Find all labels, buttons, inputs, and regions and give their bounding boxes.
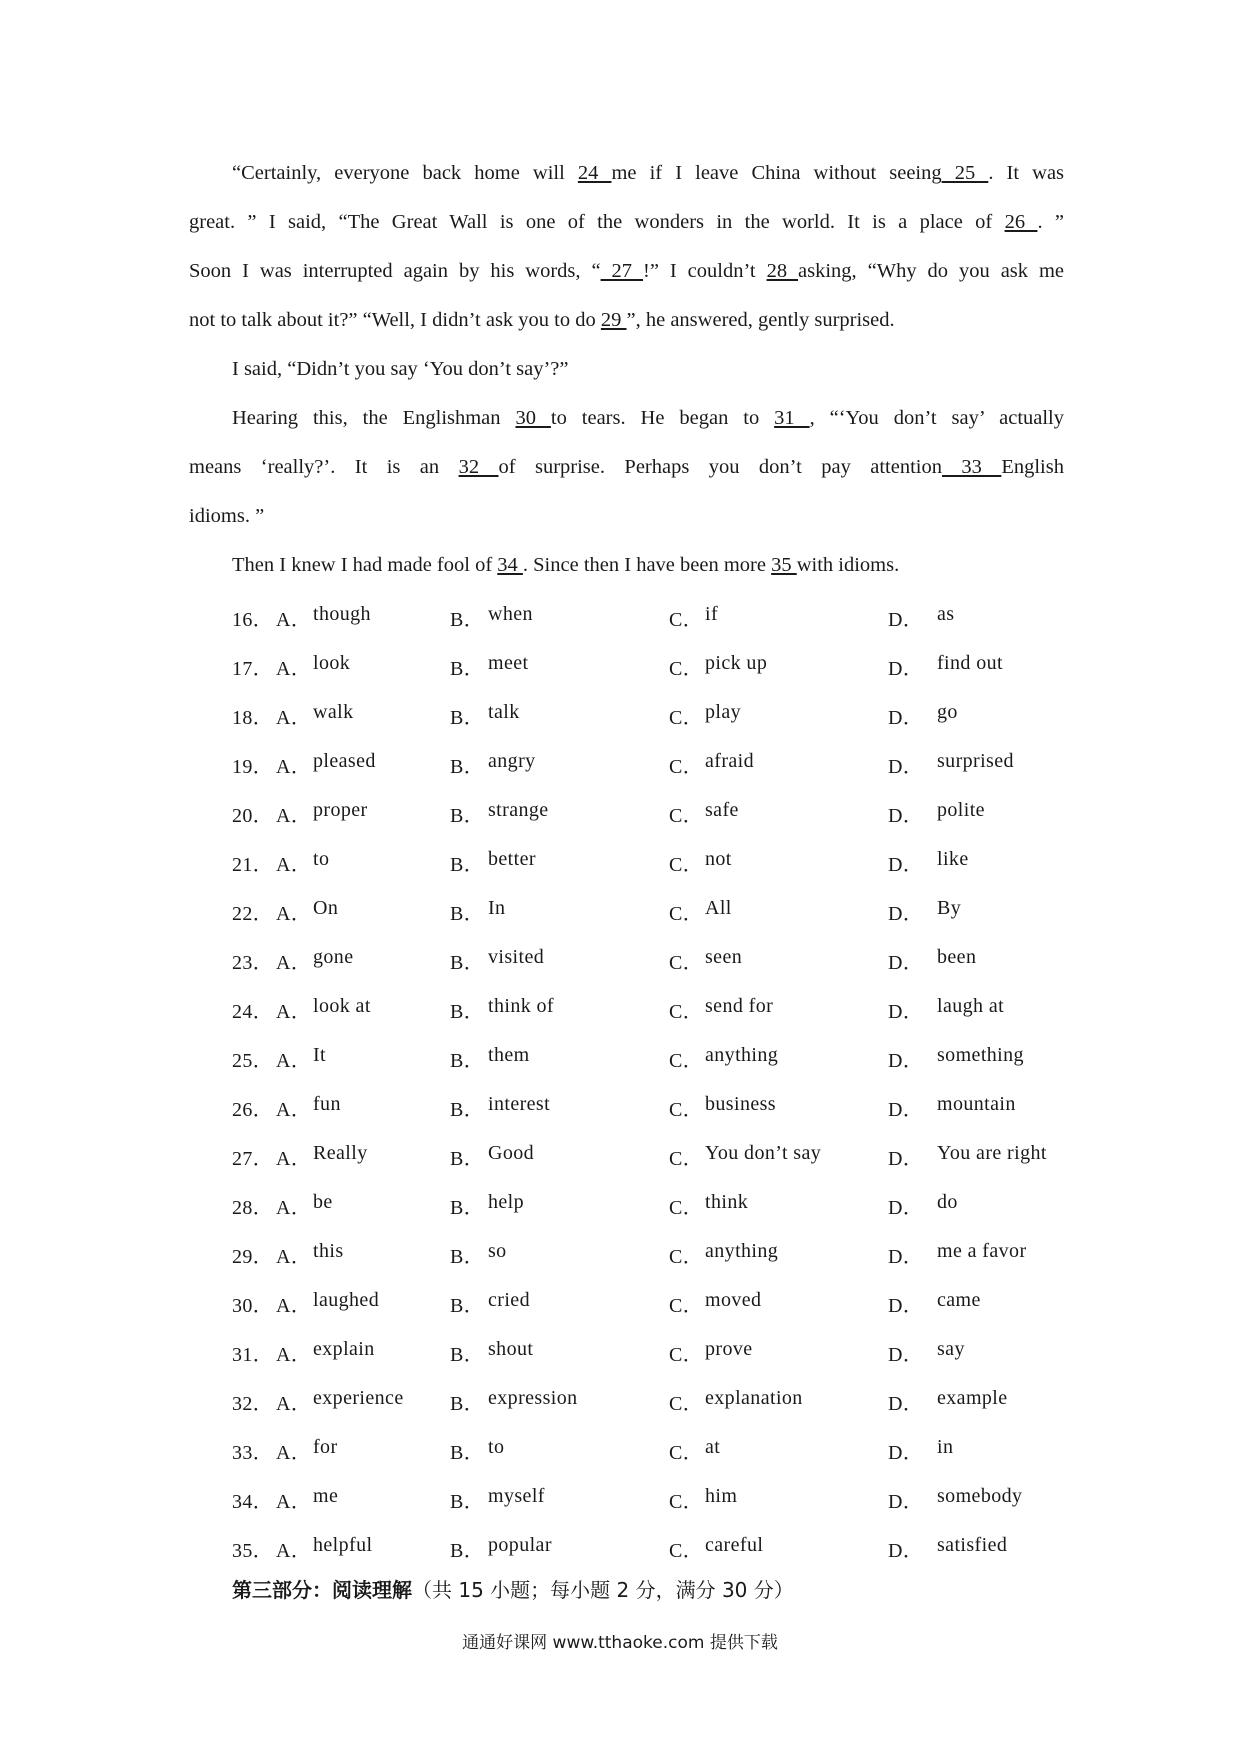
option-b: In	[488, 897, 506, 919]
blank-29: 29	[600, 309, 627, 331]
option-b: shout	[488, 1338, 534, 1360]
option-a: fun	[313, 1093, 341, 1115]
question-row	[0, 1338, 1240, 1368]
option-a-letter: A．	[276, 756, 312, 778]
option-d-letter: D．	[888, 609, 924, 631]
option-a: for	[313, 1436, 338, 1458]
option-c: business	[705, 1093, 776, 1115]
option-a: look	[313, 652, 351, 674]
option-d-letter: D．	[888, 1393, 924, 1415]
option-b-letter: B．	[450, 1344, 485, 1366]
option-a-letter: A．	[276, 805, 312, 827]
passage-line: Hearing this, the Englishman 30 to tears. He began to 31 , “‘You don’t say’ actually	[232, 407, 1064, 429]
option-a-letter: A．	[276, 1393, 312, 1415]
option-c-letter: C．	[669, 1148, 704, 1170]
option-d: laugh at	[937, 995, 1005, 1017]
question-number: 27．	[232, 1148, 274, 1170]
option-c-letter: C．	[669, 1001, 704, 1023]
option-b-letter: B．	[450, 658, 485, 680]
question-row	[0, 1436, 1240, 1466]
option-a: laughed	[313, 1289, 380, 1311]
passage-line: “Certainly, everyone back home will 24 me if I leave China without seeing 25 . It was	[232, 162, 1065, 184]
option-c-letter: C．	[669, 952, 704, 974]
question-row	[0, 995, 1240, 1025]
option-d: as	[937, 603, 955, 625]
question-row	[0, 603, 1240, 633]
question-row	[0, 1485, 1240, 1515]
passage-line: great. ” I said, “The Great Wall is one of the wonders in the world. It is a place of 26 . ”	[189, 211, 1064, 233]
option-d: been	[937, 946, 977, 968]
option-d: satisfied	[937, 1534, 1008, 1556]
option-a: Really	[313, 1142, 368, 1164]
question-row	[0, 652, 1240, 682]
blank-25: 25	[941, 162, 989, 184]
option-a: proper	[313, 799, 368, 821]
option-b: expression	[488, 1387, 578, 1409]
option-d: do	[937, 1191, 958, 1213]
option-d: like	[937, 848, 969, 870]
option-b: them	[488, 1044, 530, 1066]
question-number: 34．	[232, 1491, 274, 1513]
option-c: anything	[705, 1240, 779, 1262]
option-b-letter: B．	[450, 1050, 485, 1072]
option-c-letter: C．	[669, 1099, 704, 1121]
option-c: safe	[705, 799, 739, 821]
option-b: help	[488, 1191, 525, 1213]
option-d-letter: D．	[888, 1344, 924, 1366]
option-b-letter: B．	[450, 756, 485, 778]
option-b: Good	[488, 1142, 535, 1164]
question-number: 33．	[232, 1442, 274, 1464]
blank-27: 27	[600, 260, 643, 282]
option-b-letter: B．	[450, 609, 485, 631]
option-c-letter: C．	[669, 1491, 704, 1513]
option-a-letter: A．	[276, 1050, 312, 1072]
option-c: afraid	[705, 750, 755, 772]
blank-26: 26	[1004, 211, 1038, 233]
option-c-letter: C．	[669, 805, 704, 827]
option-c: think	[705, 1191, 749, 1213]
option-d: in	[937, 1436, 954, 1458]
option-d: go	[937, 701, 958, 723]
section-title: 第三部分：阅读理解	[232, 1578, 412, 1602]
passage-line: Then I knew I had made fool of 34 . Since then I have been more 35 with idioms.	[232, 554, 900, 576]
question-row	[0, 1142, 1240, 1172]
option-a-letter: A．	[276, 854, 312, 876]
option-c-letter: C．	[669, 1344, 704, 1366]
option-c: play	[705, 701, 742, 723]
option-b: angry	[488, 750, 536, 772]
option-d: mountain	[937, 1093, 1016, 1115]
question-row	[0, 1191, 1240, 1221]
question-row	[0, 750, 1240, 780]
option-d: me a favor	[937, 1240, 1027, 1262]
blank-32: 32	[458, 456, 499, 478]
passage-line: I said, “Didn’t you say ‘You don’t say’?”	[232, 358, 569, 380]
option-d: say	[937, 1338, 965, 1360]
question-number: 20．	[232, 805, 274, 827]
option-c-letter: C．	[669, 854, 704, 876]
option-a: gone	[313, 946, 354, 968]
passage-line: Soon I was interrupted again by his words, “ 27 !” I couldn’t 28 asking, “Why do you ask me	[189, 260, 1065, 282]
option-a-letter: A．	[276, 1001, 312, 1023]
question-row	[0, 1044, 1240, 1074]
option-d-letter: D．	[888, 1148, 924, 1170]
option-b-letter: B．	[450, 1442, 485, 1464]
passage-line: not to talk about it?” “Well, I didn’t ask you to do 29 ”, he answered, gently surprised.	[189, 309, 895, 331]
option-b: myself	[488, 1485, 545, 1507]
option-c: All	[705, 897, 732, 919]
option-a: explain	[313, 1338, 375, 1360]
option-a-letter: A．	[276, 903, 312, 925]
option-d-letter: D．	[888, 707, 924, 729]
option-a-letter: A．	[276, 609, 312, 631]
option-c-letter: C．	[669, 658, 704, 680]
question-row	[0, 1093, 1240, 1123]
option-a: me	[313, 1485, 339, 1507]
question-number: 32．	[232, 1393, 274, 1415]
option-d: You are right	[937, 1142, 1047, 1164]
option-d-letter: D．	[888, 1099, 924, 1121]
option-a-letter: A．	[276, 952, 312, 974]
option-c-letter: C．	[669, 1050, 704, 1072]
option-a-letter: A．	[276, 1344, 312, 1366]
option-c-letter: C．	[669, 1540, 704, 1562]
option-d-letter: D．	[888, 756, 924, 778]
section-heading	[232, 1574, 794, 1603]
option-d: somebody	[937, 1485, 1023, 1507]
option-a-letter: A．	[276, 658, 312, 680]
option-b-letter: B．	[450, 1099, 485, 1121]
option-a: It	[313, 1044, 327, 1066]
option-b: think of	[488, 995, 554, 1017]
option-b: when	[488, 603, 533, 625]
option-a-letter: A．	[276, 1197, 312, 1219]
option-a-letter: A．	[276, 707, 312, 729]
option-c-letter: C．	[669, 903, 704, 925]
option-d-letter: D．	[888, 1295, 924, 1317]
question-number: 30．	[232, 1295, 274, 1317]
option-b: popular	[488, 1534, 552, 1556]
option-a-letter: A．	[276, 1442, 312, 1464]
question-number: 21．	[232, 854, 274, 876]
option-a: this	[313, 1240, 344, 1262]
section-detail: （共 15 小题；每小题 2 分，满分 30 分）	[412, 1578, 794, 1602]
option-d-letter: D．	[888, 658, 924, 680]
blank-35: 35	[771, 554, 797, 576]
option-d-letter: D．	[888, 1491, 924, 1513]
option-c-letter: C．	[669, 609, 704, 631]
question-number: 29．	[232, 1246, 274, 1268]
option-a: to	[313, 848, 330, 870]
question-row	[0, 848, 1240, 878]
option-b-letter: B．	[450, 707, 485, 729]
blank-24: 24	[577, 162, 612, 184]
option-d-letter: D．	[888, 854, 924, 876]
option-b-letter: B．	[450, 1001, 485, 1023]
option-d-letter: D．	[888, 903, 924, 925]
option-d: something	[937, 1044, 1024, 1066]
question-number: 24．	[232, 1001, 274, 1023]
option-d: By	[937, 897, 962, 919]
question-number: 31．	[232, 1344, 274, 1366]
question-number: 16．	[232, 609, 274, 631]
option-b-letter: B．	[450, 1295, 485, 1317]
option-d-letter: D．	[888, 1540, 924, 1562]
question-number: 35．	[232, 1540, 274, 1562]
page-footer: 通通好课网 www.tthaoke.com 提供下载	[462, 1633, 778, 1653]
option-b: so	[488, 1240, 507, 1262]
passage-line: idioms. ”	[189, 505, 265, 527]
option-d-letter: D．	[888, 1197, 924, 1219]
option-b: strange	[488, 799, 549, 821]
option-d: polite	[937, 799, 985, 821]
option-d: example	[937, 1387, 1008, 1409]
option-b: better	[488, 848, 536, 870]
option-c: pick up	[705, 652, 768, 674]
option-b: talk	[488, 701, 520, 723]
option-d-letter: D．	[888, 1442, 924, 1464]
option-a: look at	[313, 995, 371, 1017]
question-number: 17．	[232, 658, 274, 680]
option-c-letter: C．	[669, 756, 704, 778]
option-b: meet	[488, 652, 529, 674]
option-b: to	[488, 1436, 505, 1458]
option-c: him	[705, 1485, 738, 1507]
question-number: 26．	[232, 1099, 274, 1121]
blank-30: 30	[515, 407, 551, 429]
question-number: 19．	[232, 756, 274, 778]
option-a: walk	[313, 701, 354, 723]
blank-33: 33	[942, 456, 1002, 478]
option-c-letter: C．	[669, 1295, 704, 1317]
question-number: 28．	[232, 1197, 274, 1219]
option-a-letter: A．	[276, 1148, 312, 1170]
option-b-letter: B．	[450, 1246, 485, 1268]
blank-31: 31	[774, 407, 810, 429]
option-b-letter: B．	[450, 1393, 485, 1415]
option-a: On	[313, 897, 339, 919]
option-d: came	[937, 1289, 981, 1311]
question-row	[0, 701, 1240, 731]
option-d-letter: D．	[888, 1001, 924, 1023]
question-number: 25．	[232, 1050, 274, 1072]
option-d-letter: D．	[888, 805, 924, 827]
question-row	[0, 799, 1240, 829]
option-a-letter: A．	[276, 1246, 312, 1268]
option-b-letter: B．	[450, 952, 485, 974]
option-c-letter: C．	[669, 1197, 704, 1219]
option-c: careful	[705, 1534, 764, 1556]
option-b: interest	[488, 1093, 551, 1115]
option-b-letter: B．	[450, 1148, 485, 1170]
option-c: moved	[705, 1289, 762, 1311]
option-b-letter: B．	[450, 1197, 485, 1219]
option-a-letter: A．	[276, 1491, 312, 1513]
option-c-letter: C．	[669, 1442, 704, 1464]
option-d-letter: D．	[888, 1246, 924, 1268]
option-b-letter: B．	[450, 903, 485, 925]
question-row	[0, 897, 1240, 927]
option-a: helpful	[313, 1534, 373, 1556]
question-row	[0, 1534, 1240, 1564]
option-b-letter: B．	[450, 1540, 485, 1562]
question-row	[0, 946, 1240, 976]
blank-28: 28	[766, 260, 799, 282]
option-a: be	[313, 1191, 333, 1213]
option-c: if	[705, 603, 719, 625]
option-c-letter: C．	[669, 1393, 704, 1415]
option-c-letter: C．	[669, 1246, 704, 1268]
option-c: at	[705, 1436, 721, 1458]
option-b: visited	[488, 946, 545, 968]
option-b-letter: B．	[450, 805, 485, 827]
option-a-letter: A．	[276, 1540, 312, 1562]
option-b-letter: B．	[450, 854, 485, 876]
question-row	[0, 1387, 1240, 1417]
option-c: send for	[705, 995, 774, 1017]
option-c: not	[705, 848, 732, 870]
option-b-letter: B．	[450, 1491, 485, 1513]
blank-34: 34	[497, 554, 523, 576]
option-d: find out	[937, 652, 1003, 674]
option-a: experience	[313, 1387, 404, 1409]
passage-line: means ‘really?’. It is an 32 of surprise. Perhaps you don’t pay attention 33 English	[189, 456, 1064, 478]
option-b: cried	[488, 1289, 530, 1311]
question-row	[0, 1240, 1240, 1270]
option-a-letter: A．	[276, 1295, 312, 1317]
question-number: 23．	[232, 952, 274, 974]
question-number: 18．	[232, 707, 274, 729]
option-d-letter: D．	[888, 1050, 924, 1072]
option-c: seen	[705, 946, 743, 968]
option-a: pleased	[313, 750, 376, 772]
option-c: explanation	[705, 1387, 803, 1409]
option-c: You don’t say	[705, 1142, 822, 1164]
option-d: surprised	[937, 750, 1014, 772]
question-row	[0, 1289, 1240, 1319]
option-a: though	[313, 603, 371, 625]
option-a-letter: A．	[276, 1099, 312, 1121]
option-d-letter: D．	[888, 952, 924, 974]
question-number: 22．	[232, 903, 274, 925]
option-c: anything	[705, 1044, 779, 1066]
option-c-letter: C．	[669, 707, 704, 729]
option-c: prove	[705, 1338, 753, 1360]
